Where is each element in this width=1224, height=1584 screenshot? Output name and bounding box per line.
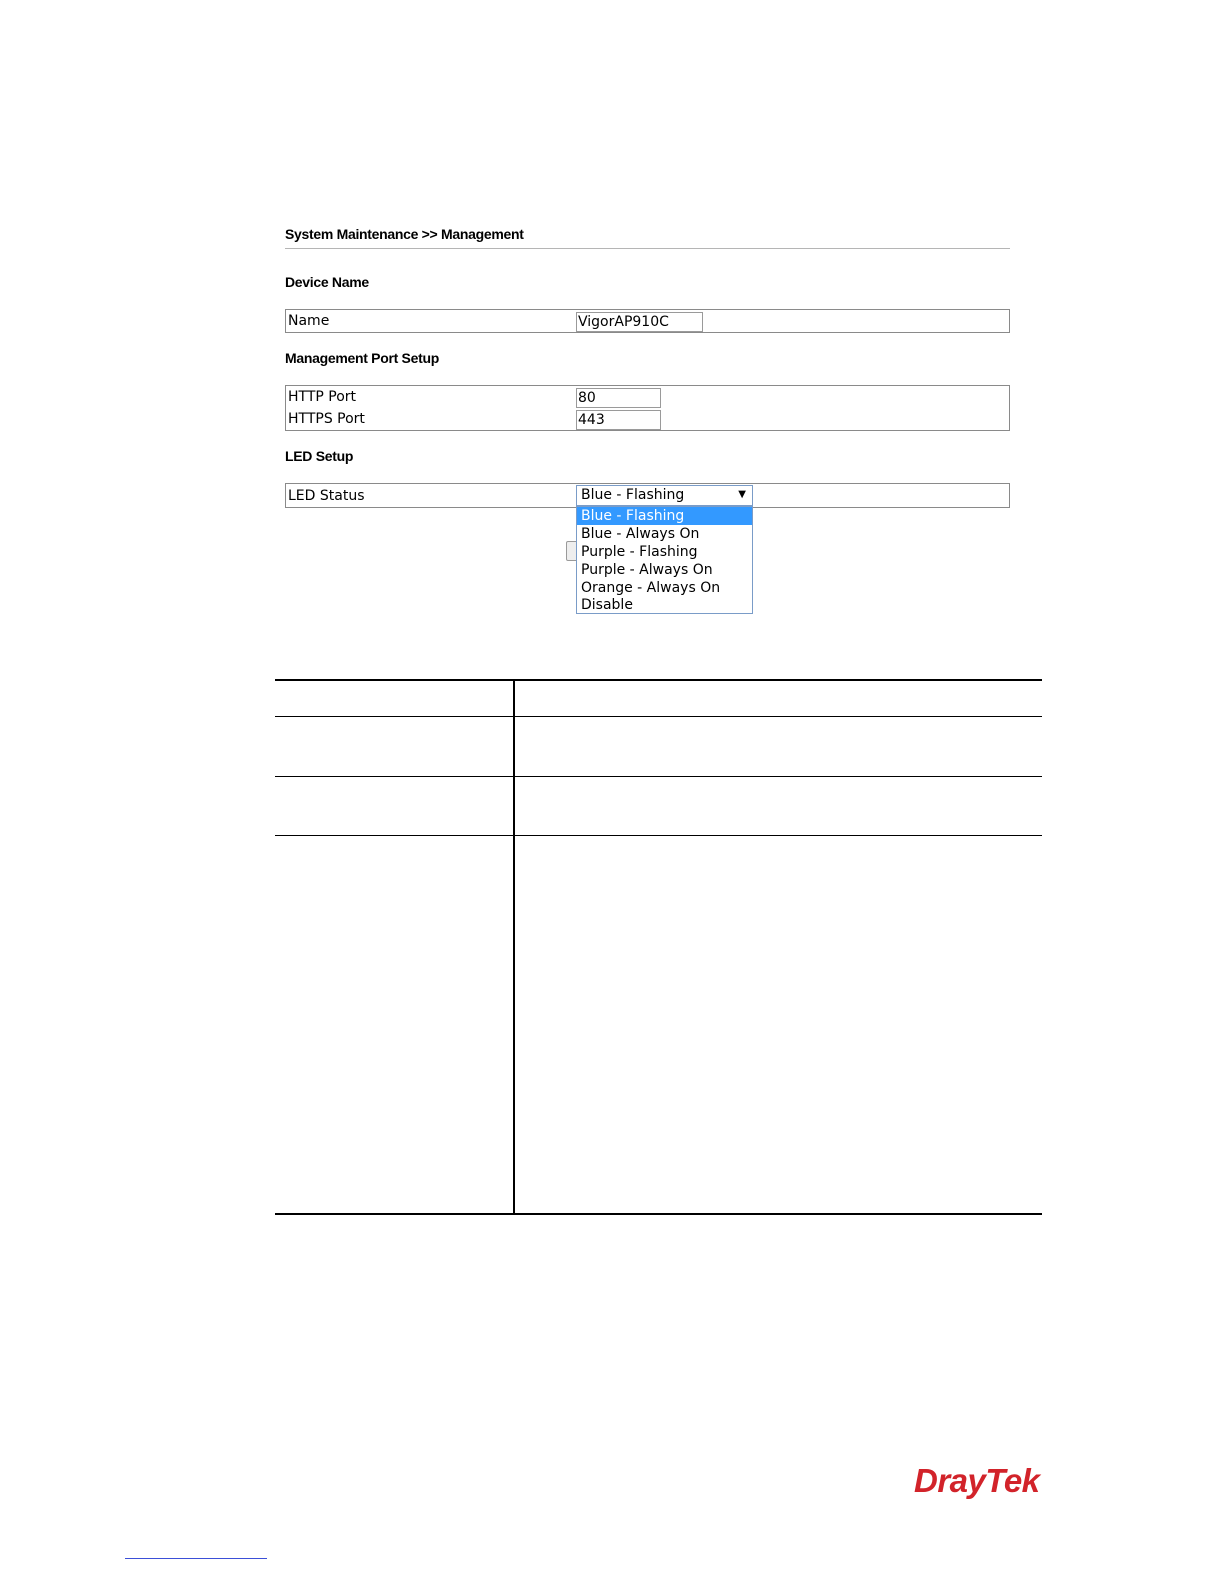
- device-name-section: [285, 309, 1010, 333]
- footer-link-underline: [125, 1558, 267, 1559]
- led-option-disable[interactable]: Disable: [581, 597, 633, 613]
- table-top-border: [275, 679, 1042, 681]
- table-column-divider: [513, 680, 515, 1214]
- table-row-divider: [275, 776, 1042, 777]
- page-title: System Maintenance >> Management: [285, 226, 524, 242]
- led-setup-heading: LED Setup: [285, 448, 354, 464]
- management-port-section: [285, 385, 1010, 431]
- draytek-logo: DrayTek: [914, 1462, 1040, 1499]
- name-input[interactable]: [576, 312, 703, 332]
- led-option-orange-always-on[interactable]: Orange - Always On: [581, 580, 721, 596]
- name-label: Name: [288, 313, 330, 329]
- https-port-input[interactable]: [576, 410, 661, 430]
- http-port-input[interactable]: [576, 388, 661, 408]
- http-port-label: HTTP Port: [288, 389, 357, 405]
- led-option-blue-always-on[interactable]: Blue - Always On: [581, 526, 700, 542]
- table-row-divider: [275, 716, 1042, 717]
- title-divider: [285, 248, 1010, 249]
- management-port-heading: Management Port Setup: [285, 350, 439, 366]
- led-status-selected: Blue - Flashing: [581, 487, 685, 503]
- led-option-blue-flashing[interactable]: Blue - Flashing: [577, 507, 752, 525]
- led-status-options[interactable]: [576, 506, 753, 614]
- table-row-divider: [275, 835, 1042, 836]
- led-option-purple-flashing[interactable]: Purple - Flashing: [581, 544, 698, 560]
- led-status-select[interactable]: [576, 485, 753, 506]
- table-bottom-border: [275, 1213, 1042, 1215]
- https-port-label: HTTPS Port: [288, 411, 365, 427]
- device-name-heading: Device Name: [285, 274, 369, 290]
- led-option-purple-always-on[interactable]: Purple - Always On: [581, 562, 713, 578]
- chevron-down-icon[interactable]: ▼: [738, 489, 746, 500]
- led-status-label: LED Status: [288, 488, 365, 504]
